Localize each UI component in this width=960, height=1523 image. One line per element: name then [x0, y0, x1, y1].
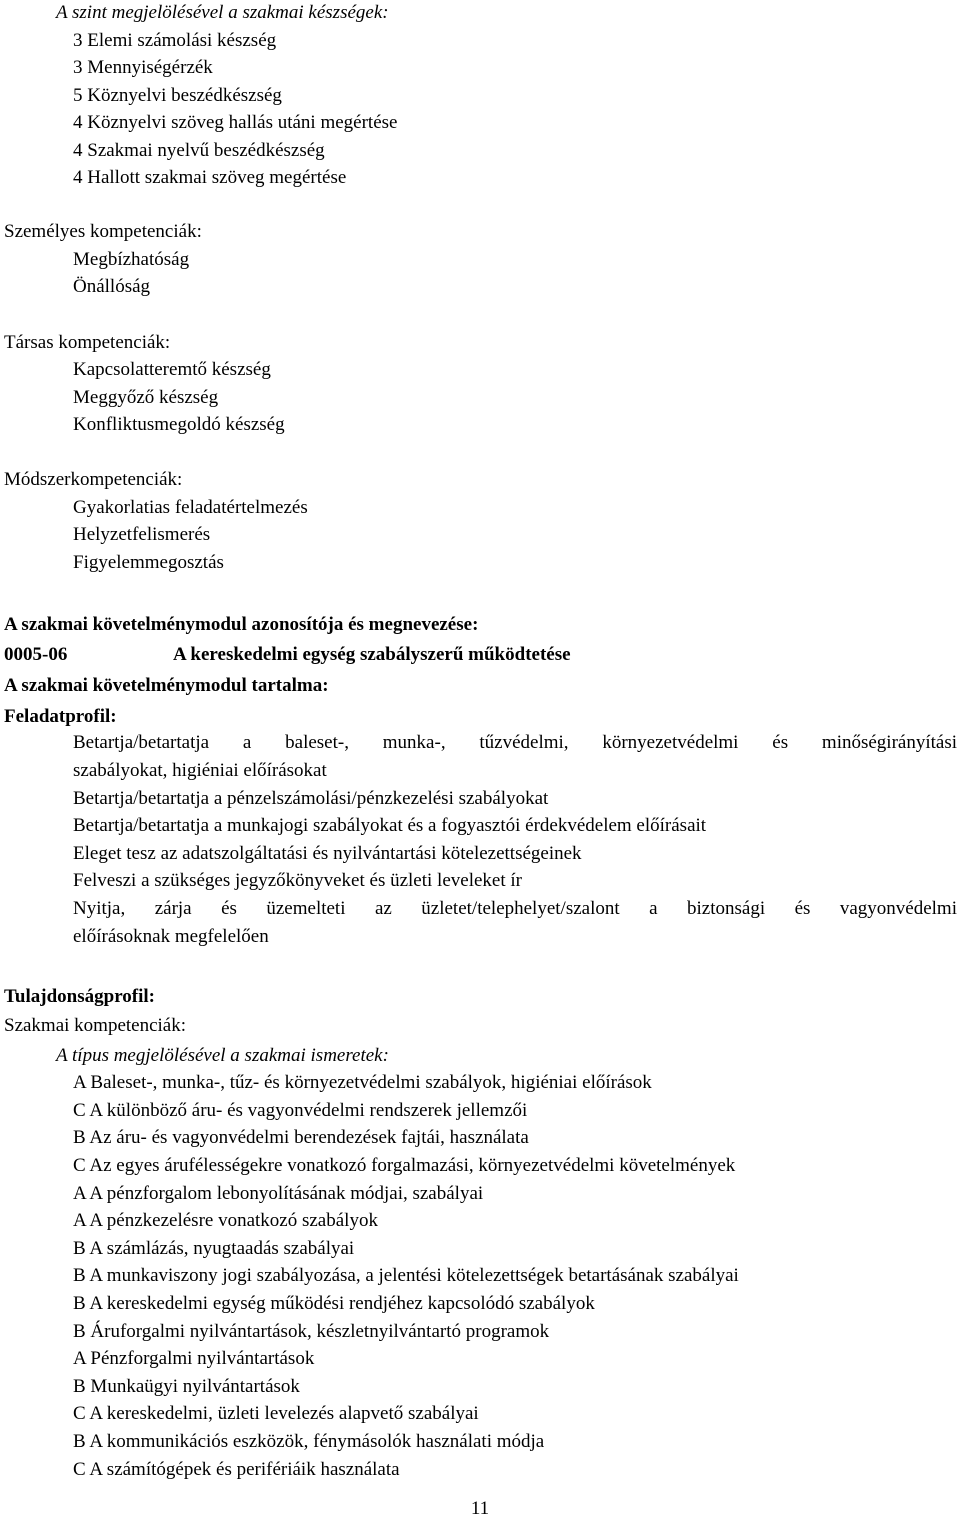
skill-item: 3 Elemi számolási készség	[73, 30, 277, 51]
knowledge-item: C Az egyes árufélességekre vonatkozó forgalmazási, környezetvédelmi követelmények	[73, 1155, 736, 1176]
knowledge-item: B Áruforgalmi nyilvántartások, készletnyilvántartó programok	[73, 1321, 550, 1342]
task-item: Betartja/betartatja a munkajogi szabályokat és a fogyasztói érdekvédelem előírásait	[73, 815, 707, 836]
knowledge-item: A Baleset-, munka-, tűz- és környezetvédelmi szabályok, higiéniai előírások	[73, 1072, 652, 1093]
social-item: Konfliktusmegoldó készség	[73, 414, 285, 435]
social-item: Kapcsolatteremtő készség	[73, 359, 271, 380]
task-item-1-line-1: Betartja/betartatja a baleset-, munka-, tűzvédelmi, környezetvédelmi és minőségirányítási	[73, 732, 957, 753]
task-profile-heading: Feladatprofil:	[4, 706, 117, 727]
knowledge-item: B A munkaviszony jogi szabályozása, a jelentési kötelezettségek betartásának szabályai	[73, 1265, 739, 1286]
knowledge-item: B Az áru- és vagyonvédelmi berendezések fajtái, használata	[73, 1127, 529, 1148]
task-item-1-line-2: szabályokat, higiéniai előírásokat	[73, 760, 327, 781]
knowledge-item: B A kommunikációs eszközök, fénymásolók használati módja	[73, 1431, 545, 1452]
task-item-6-line-2: előírásoknak megfelelően	[73, 926, 269, 947]
method-item: Helyzetfelismerés	[73, 524, 211, 545]
personal-competencies-heading: Személyes kompetenciák:	[4, 221, 202, 242]
knowledge-item: B A számlázás, nyugtaadás szabályai	[73, 1238, 355, 1259]
task-item: Felveszi a szükséges jegyzőkönyveket és üzleti leveleket ír	[73, 870, 522, 891]
skill-item: 4 Hallott szakmai szöveg megértése	[73, 167, 347, 188]
task-item-6-line-1: Nyitja, zárja és üzemelteti az üzletet/telephelyet/szalont a biztonsági és vagyonvédelmi	[73, 898, 957, 919]
personal-item: Önállóság	[73, 276, 151, 297]
task-item: Betartja/betartatja a pénzelszámolási/pénzkezelési szabályokat	[73, 788, 549, 809]
skill-item: 3 Mennyiségérzék	[73, 57, 213, 78]
personal-item: Megbízhatóság	[73, 249, 190, 270]
skill-item: 5 Köznyelvi beszédkészség	[73, 85, 282, 106]
knowledge-item: A Pénzforgalmi nyilvántartások	[73, 1348, 315, 1369]
module-id-heading: A szakmai követelménymodul azonosítója és megnevezése:	[4, 614, 479, 635]
professional-competencies-heading: Szakmai kompetenciák:	[4, 1015, 187, 1036]
knowledge-item: B A kereskedelmi egység működési rendjéhez kapcsolódó szabályok	[73, 1293, 595, 1314]
knowledge-item: B Munkaügyi nyilvántartások	[73, 1376, 300, 1397]
skill-levels-heading: A szint megjelölésével a szakmai készségek:	[56, 2, 389, 23]
skill-item: 4 Köznyelvi szöveg hallás utáni megértése	[73, 112, 398, 133]
method-item: Figyelemmegosztás	[73, 552, 224, 573]
method-competencies-heading: Módszerkompetenciák:	[4, 469, 183, 490]
module-name: A kereskedelmi egység szabályszerű működtetése	[173, 644, 571, 665]
knowledge-item: C A kereskedelmi, üzleti levelezés alapvető szabályai	[73, 1403, 479, 1424]
property-profile-heading: Tulajdonságprofil:	[4, 986, 155, 1007]
knowledge-item: A A pénzkezelésre vonatkozó szabályok	[73, 1210, 378, 1231]
module-code: 0005-06	[4, 644, 68, 665]
skill-item: 4 Szakmai nyelvű beszédkészség	[73, 140, 325, 161]
social-item: Meggyőző készség	[73, 387, 219, 408]
page-number: 11	[470, 1498, 490, 1519]
knowledge-item: C A különböző áru- és vagyonvédelmi rendszerek jellemzői	[73, 1100, 528, 1121]
knowledge-item: A A pénzforgalom lebonyolításának módjai, szabályai	[73, 1183, 484, 1204]
module-content-heading: A szakmai követelménymodul tartalma:	[4, 675, 329, 696]
method-item: Gyakorlatias feladatértelmezés	[73, 497, 308, 518]
social-competencies-heading: Társas kompetenciák:	[4, 332, 171, 353]
task-item: Eleget tesz az adatszolgáltatási és nyilvántartási kötelezettségeinek	[73, 843, 582, 864]
knowledge-item: C A számítógépek és perifériáik használata	[73, 1459, 400, 1480]
knowledge-type-heading: A típus megjelölésével a szakmai ismeretek:	[56, 1045, 389, 1066]
